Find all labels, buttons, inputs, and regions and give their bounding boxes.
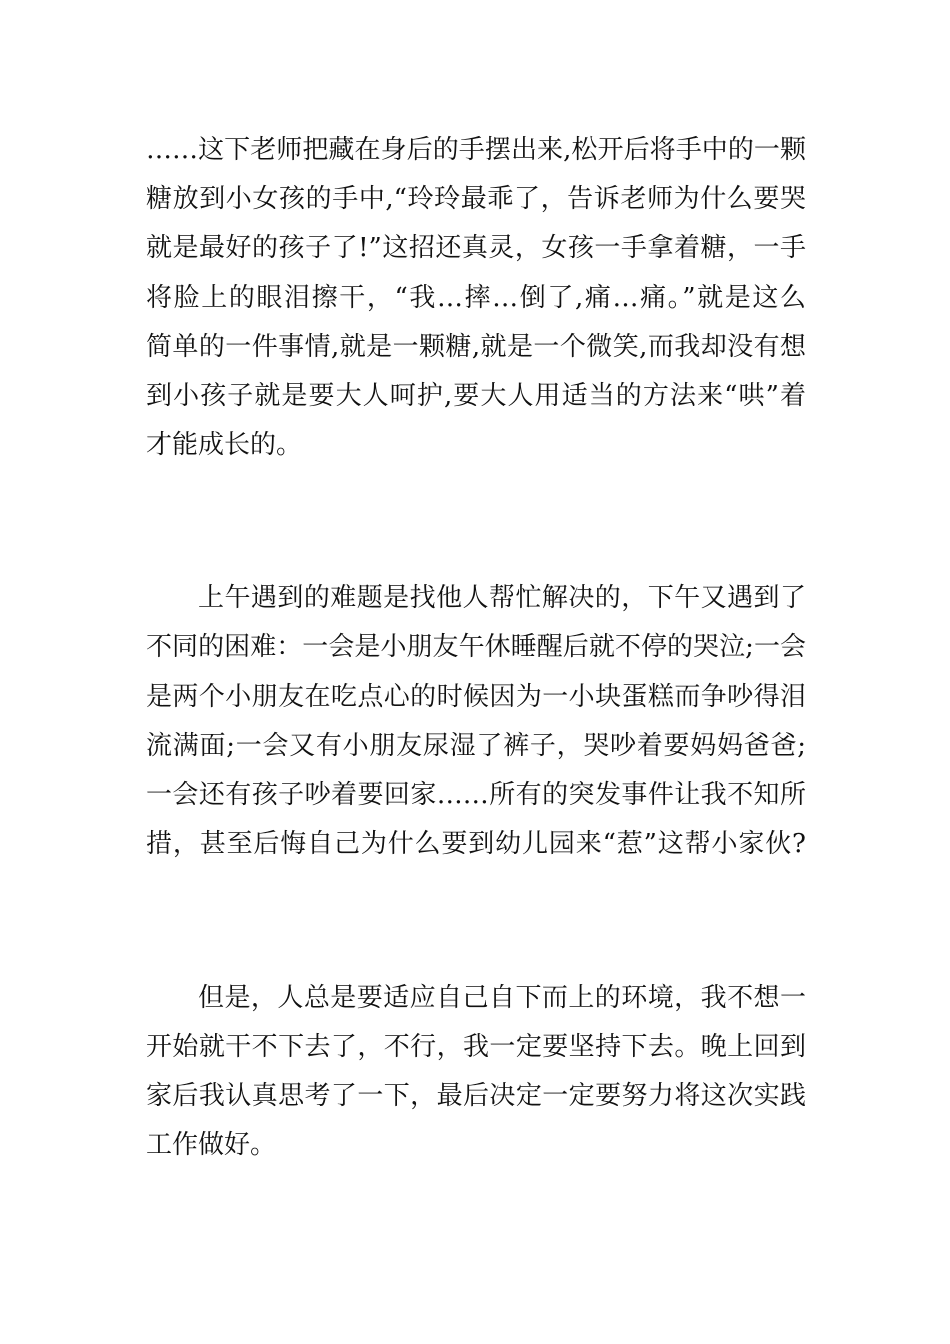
text-line: 糖放到小女孩的手中,“玲玲最乖了，告诉老师为什么要哭 <box>146 184 806 214</box>
text-line: 但是，人总是要适应自己自下而上的环境，我不想一 <box>198 983 806 1013</box>
text-line: ……这下老师把藏在身后的手摆出来,松开后将手中的一颗 <box>146 135 806 165</box>
text-line: 一会还有孩子吵着要回家……所有的突发事件让我不知所 <box>146 780 806 810</box>
text-line: 简单的一件事情,就是一颗糖,就是一个微笑,而我却没有想 <box>146 332 806 362</box>
text-line: 将脸上的眼泪擦干，“我…摔…倒了,痛…痛。”就是这么 <box>146 283 806 313</box>
text-line: 流满面;一会又有小朋友尿湿了裤子，哭吵着要妈妈爸爸; <box>146 731 806 761</box>
text-line: 家后我认真思考了一下，最后决定一定要努力将这次实践 <box>146 1081 806 1111</box>
text-line: 不同的困难：一会是小朋友午休睡醒后就不停的哭泣;一会 <box>146 632 806 662</box>
text-line: 才能成长的。 <box>146 430 303 460</box>
text-line: 开始就干不下去了，不行，我一定要坚持下去。晚上回到 <box>146 1032 806 1062</box>
text-line: 上午遇到的难题是找他人帮忙解决的，下午又遇到了 <box>198 583 806 613</box>
text-line: 到小孩子就是要大人呵护,要大人用适当的方法来“哄”着 <box>146 381 806 411</box>
text-line: 就是最好的孩子了!”这招还真灵，女孩一手拿着糖，一手 <box>146 233 806 263</box>
text-line: 是两个小朋友在吃点心的时候因为一小块蛋糕而争吵得泪 <box>146 682 806 712</box>
text-line: 措，甚至后悔自己为什么要到幼儿园来“惹”这帮小家伙? <box>146 829 806 859</box>
text-line: 工作做好。 <box>146 1130 277 1160</box>
